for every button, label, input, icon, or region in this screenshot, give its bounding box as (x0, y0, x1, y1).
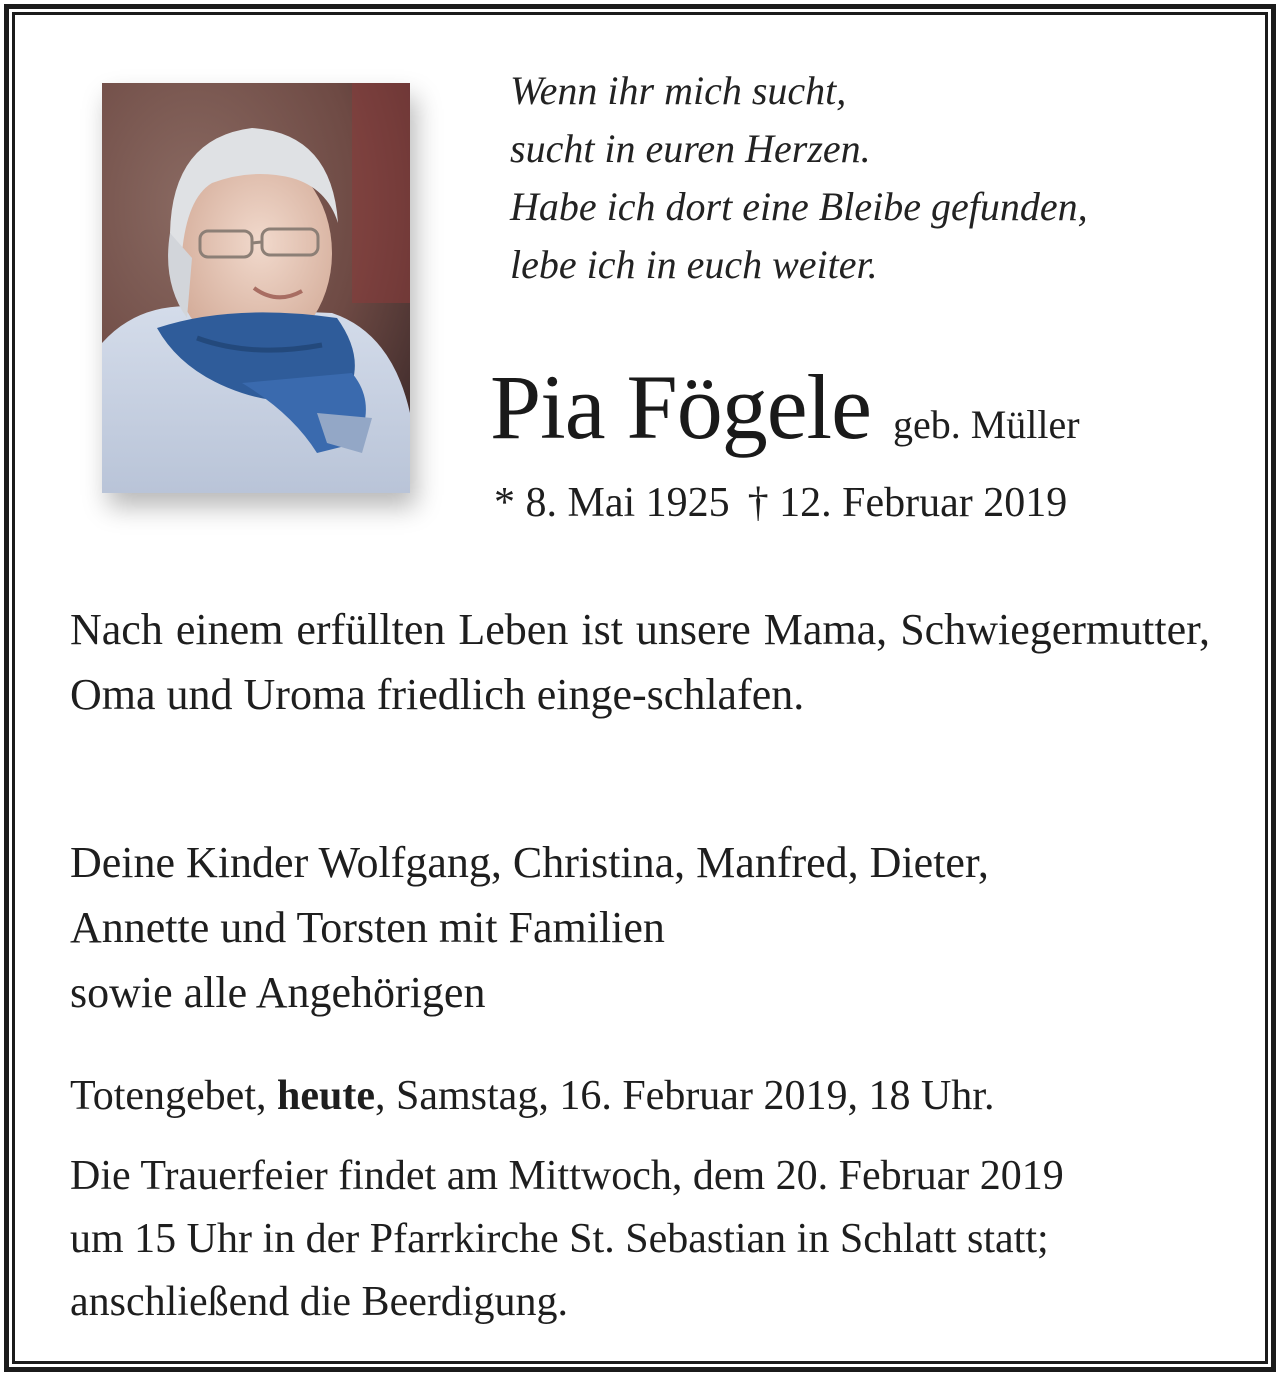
funeral-line: Die Trauerfeier findet am Mittwoch, dem 20. Februar 2019 (70, 1153, 1064, 1199)
family-line: Annette und Torsten mit Familien (70, 903, 665, 952)
maiden-name: geb. Müller (892, 402, 1080, 447)
prayer-bold: heute (277, 1073, 375, 1119)
family-line: Deine Kinder Wolfgang, Christina, Manfred, Dieter, (70, 838, 989, 887)
portrait-photo-icon (102, 83, 410, 493)
death-date: † 12. Februar 2019 (747, 480, 1068, 526)
prayer-suffix: , Samstag, 16. Februar 2019, 18 Uhr. (375, 1073, 995, 1119)
poem-line: sucht in euren Herzen. (510, 126, 871, 171)
prayer-prefix: Totengebet, (70, 1073, 277, 1119)
funeral-notice (70, 1145, 1210, 1334)
deceased-name: Pia Fögele (490, 356, 871, 458)
poem-line: Habe ich dort eine Bleibe gefunden, (510, 184, 1088, 229)
poem-line: Wenn ihr mich sucht, (510, 68, 847, 113)
intro-paragraph: Nach einem erfüllten Leben ist unsere Mama, Schwiegermutter, Oma und Uroma friedlich einge-schlafen. (70, 605, 1210, 719)
family-line: sowie alle Angehörigen (70, 968, 486, 1017)
funeral-line: um 15 Uhr in der Pfarrkirche St. Sebastian in Schlatt statt; (70, 1216, 1049, 1262)
funeral-line: anschließend die Beerdigung. (70, 1279, 569, 1325)
life-dates (494, 475, 1234, 531)
name-heading (490, 352, 1250, 462)
family-signature (70, 830, 1210, 1025)
birth-date: * 8. Mai 1925 (494, 480, 730, 526)
poem (510, 62, 1230, 294)
prayer-notice (70, 1064, 1210, 1129)
poem-line: lebe ich in euch weiter. (510, 242, 878, 287)
